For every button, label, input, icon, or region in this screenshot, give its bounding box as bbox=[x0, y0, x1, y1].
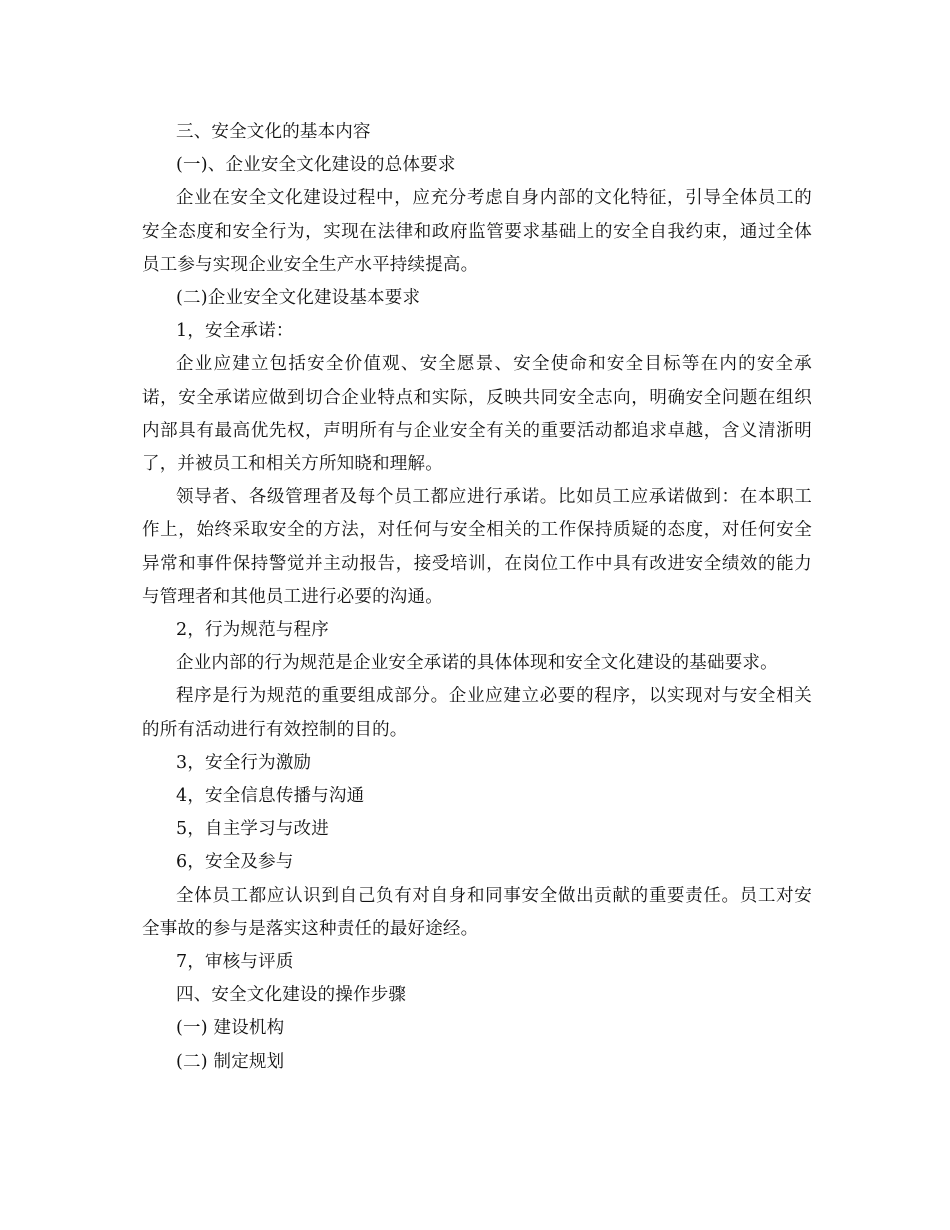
paragraph-procedures: 程序是行为规范的重要组成部分。企业应建立必要的程序，以实现对与安全相关的所有活动进行有效控制的目的。 bbox=[142, 686, 812, 740]
section-heading-safety-culture-content: 三、安全文化的基本内容 bbox=[176, 122, 371, 142]
subheading-overall-requirements: (一)、企业安全文化建设的总体要求 bbox=[176, 155, 456, 176]
paragraph-safety-participation: 全体员工都应认识到自己负有对自身和同事安全做出贡献的重要责任。员工对安全事故的参与是落实这种责任的最好途经。 bbox=[142, 885, 812, 939]
paragraph-behavior-norms: 企业内部的行为规范是企业安全承诺的具体体现和安全文化建设的基础要求。 bbox=[176, 653, 778, 674]
subheading-make-plan: (二) 制定规划 bbox=[176, 1051, 285, 1072]
item-safety-participation: 6，安全及参与 bbox=[176, 852, 294, 873]
subheading-build-organization: (一) 建设机构 bbox=[176, 1018, 285, 1039]
item-self-learning: 5，自主学习与改进 bbox=[176, 819, 329, 840]
document-body bbox=[142, 116, 812, 1079]
paragraph-overall-requirements: 企业在安全文化建设过程中，应充分考虑自身内部的文化特征，引导全体员工的安全态度和安全行为，实现在法律和政府监管要求基础上的安全自我约束，通过全体员工参与实现企业安全生产水平持续提高。 bbox=[142, 188, 812, 275]
paragraph-safety-commitment: 企业应建立包括安全价值观、安全愿景、安全使命和安全目标等在内的安全承诺，安全承诺应做到切合企业特点和实际，反映共同安全志向，明确安全问题在组织内部具有最高优先权，声明所有与企业安全有关的重要活动都追求卓越，含义清浙明了，并被员工和相关方所知晓和理解。 bbox=[142, 354, 812, 475]
section-heading-operation-steps: 四、安全文化建设的操作步骤 bbox=[176, 985, 407, 1006]
item-audit-evaluation: 7，审核与评质 bbox=[176, 952, 294, 973]
item-safety-commitment: 1，安全承诺： bbox=[176, 321, 294, 342]
item-safety-incentive: 3，安全行为激励 bbox=[176, 752, 312, 773]
item-safety-communication: 4，安全信息传播与沟通 bbox=[176, 786, 365, 807]
item-behavior-norms: 2，行为规范与程序 bbox=[176, 620, 329, 641]
paragraph-employee-commitment: 领导者、各级管理者及每个员工都应进行承诺。比如员工应承诺做到：在本职工作上，始终采取安全的方法，对任何与安全相关的工作保持质疑的态度，对任何安全异常和事件保持警觉并主动报告，接受培训，在岗位工作中具有改进安全绩效的能力与管理者和其他员工进行必要的沟通。 bbox=[142, 487, 812, 607]
subheading-basic-requirements: (二)企业安全文化建设基本要求 bbox=[176, 288, 421, 309]
